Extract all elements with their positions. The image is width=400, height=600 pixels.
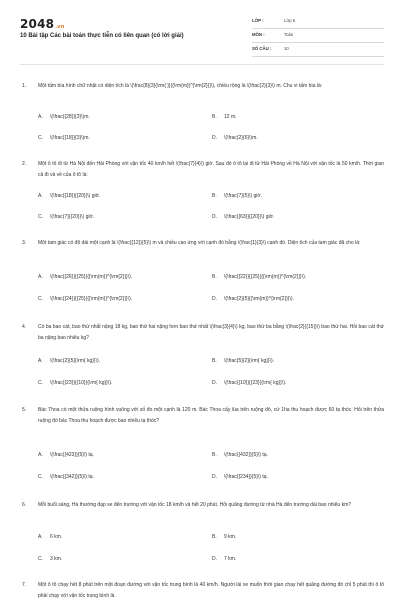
- meta-value: 10: [284, 46, 289, 51]
- option-b[interactable]: [212, 534, 236, 540]
- option-text: 6 km.: [50, 534, 63, 540]
- option-letter: D.: [212, 380, 217, 386]
- option-d[interactable]: [212, 474, 268, 480]
- option-text: \(\frac{{63}}{{20}}\) giờ.: [224, 214, 275, 220]
- option-d[interactable]: [212, 380, 286, 386]
- option-text: \(\frac{2}{5}{\rm{ kg}}\).: [50, 358, 101, 364]
- option-c[interactable]: [38, 214, 94, 220]
- option-text: 12 m.: [224, 114, 237, 120]
- meta-key: SỐ CÂU :: [252, 46, 272, 51]
- option-letter: A.: [38, 452, 43, 458]
- option-letter: D.: [212, 135, 217, 141]
- option-c[interactable]: [38, 135, 90, 141]
- option-letter: D.: [212, 214, 217, 220]
- option-letter: A.: [38, 534, 43, 540]
- option-d[interactable]: [212, 556, 236, 562]
- option-text: \(\frac{{23}}{{10}}{\rm{ kg}}\).: [50, 380, 113, 386]
- option-letter: D.: [212, 296, 217, 302]
- option-b[interactable]: [212, 193, 262, 199]
- option-text: \(\frac{{26}}{{25}}{{\rm{m}}^{\rm{2}}}\).: [50, 274, 133, 280]
- option-c[interactable]: [38, 296, 132, 302]
- option-letter: B.: [212, 114, 217, 120]
- question-text: Một ô tô đi từ Hà Nội đến Hải Phòng với vận tốc 40 km/h hết \(\frac{7}{4}\) giờ. Sau đó ô tô lại đi từ Hải Phòng về Hà Nội với vận tốc là 50 km/h. Thời gian cả đi và về của ô tô là:: [38, 161, 384, 178]
- option-text: \(\frac{7}{{20}}\) giờ.: [50, 214, 95, 220]
- option-a[interactable]: [38, 534, 62, 540]
- option-letter: C.: [38, 474, 43, 480]
- option-letter: B.: [212, 452, 217, 458]
- option-text: \(\frac{{234}}{5}\) tạ.: [224, 474, 268, 480]
- document-title: 10 Bài tập Các bài toán thực tiễn có liên quan (có lời giải): [20, 33, 184, 39]
- logo-sub: .vn: [55, 24, 65, 30]
- option-a[interactable]: [38, 358, 100, 364]
- question-text: Mỗi buổi sáng, Hà thường đạp xe đến trường với vận tốc 18 km/h và hết 20 phút. Hỏi quãng đường từ nhà Hà đến trường dài bao nhiêu km?: [38, 502, 352, 508]
- option-c[interactable]: [38, 474, 94, 480]
- option-text: 3 km.: [50, 556, 63, 562]
- logo-main: 2048: [20, 17, 55, 31]
- meta-value: Lớp 6: [284, 18, 296, 23]
- option-c[interactable]: [38, 556, 62, 562]
- option-d[interactable]: [212, 296, 294, 302]
- question-text: Một tam giác có độ dài một cạnh là \(\frac{{12}}{5}\) m và chiều cao ứng với cạnh đó bằng \(\frac{1}{3}\) cạnh đó. Diện tích của tam giác đã cho là:: [38, 240, 361, 246]
- option-letter: A.: [38, 193, 43, 199]
- option-letter: B.: [212, 193, 217, 199]
- question-number: 7.: [22, 582, 27, 588]
- option-letter: C.: [38, 214, 43, 220]
- option-text: \(\frac{2}{6}\)m.: [224, 135, 258, 141]
- option-letter: B.: [212, 358, 217, 364]
- option-letter: C.: [38, 135, 43, 141]
- option-letter: A.: [38, 114, 43, 120]
- option-a[interactable]: [38, 452, 94, 458]
- option-text: \(\frac{{18}}{{20}}\) giờ.: [50, 193, 101, 199]
- question-text: Bác Thoa có một thửa ruộng hình vuông với số đo một cạnh là 120 m. Bác Thoa cấy lúa trên ruộng đó, cứ 1ha thu hoạch được 60 tạ thóc. Hỏi trên thửa ruộng đó bác Thoa thu hoạch được bao nhiêu tạ thóc?: [38, 407, 384, 424]
- option-text: \(\frac{{28}}{3}\)m.: [50, 114, 90, 120]
- option-letter: C.: [38, 556, 43, 562]
- question-number: 4.: [22, 324, 27, 330]
- option-text: \(\frac{{22}}{{25}}{{\rm{m}}^{\rm{2}}}\).: [224, 274, 307, 280]
- question-text: Một tấm bìa hình chữ nhật có diện tích là \(\frac{8}{3}{\rm{ }}{{\rm{m}}^{\rm{2}}}\), chiều rộng là \(\frac{2}{3}\) m. Chu vi tấm bìa là:: [38, 83, 323, 89]
- option-b[interactable]: [212, 358, 274, 364]
- option-b[interactable]: [212, 452, 268, 458]
- option-text: \(\frac{{423}}{5}\) tạ.: [50, 452, 94, 458]
- option-d[interactable]: [212, 214, 274, 220]
- option-d[interactable]: [212, 135, 258, 141]
- option-letter: D.: [212, 556, 217, 562]
- question-number: 5.: [22, 407, 27, 413]
- option-text: \(\frac{{18}}{3}\)m.: [50, 135, 90, 141]
- meta-value: Toán: [284, 32, 294, 37]
- option-text: 9 km.: [224, 534, 237, 540]
- option-text: 7 km.: [224, 556, 237, 562]
- option-text: \(\frac{{10}}{{23}}{\rm{ kg}}\).: [224, 380, 287, 386]
- question-number: 6.: [22, 502, 27, 508]
- option-b[interactable]: [212, 274, 306, 280]
- meta-key: LỚP :: [252, 18, 264, 23]
- option-letter: C.: [38, 380, 43, 386]
- option-c[interactable]: [38, 380, 112, 386]
- option-letter: C.: [38, 296, 43, 302]
- option-text: \(\frac{{24}}{{25}}{{\rm{m}}^{\rm{2}}}\).: [50, 296, 133, 302]
- question-number: 2.: [22, 161, 27, 167]
- option-letter: B.: [212, 534, 217, 540]
- option-a[interactable]: [38, 274, 132, 280]
- option-letter: A.: [38, 358, 43, 364]
- option-text: \(\frac{{342}}{5}\) tạ.: [50, 474, 94, 480]
- meta-key: MÔN :: [252, 32, 265, 37]
- option-text: \(\frac{2}{5}{{\rm{m}}^{\rm{2}}}\).: [224, 296, 294, 302]
- question-text: Có ba bao cát, bao thứ nhất nặng 18 kg, bao thứ hai nặng hơn bao thứ nhất \(\frac{3}{4}\) kg, bao thứ ba bằng \(\frac{2}{{15}}\) bao thứ hai. Hỏi bao cát thứ ba nặng bao nhiêu kg?: [38, 324, 384, 341]
- question-number: 1.: [22, 83, 27, 89]
- option-a[interactable]: [38, 114, 90, 120]
- option-letter: D.: [212, 474, 217, 480]
- option-text: \(\frac{{432}}{5}\) tạ.: [224, 452, 268, 458]
- option-text: \(\frac{5}{2}{\rm{ kg}}\).: [224, 358, 275, 364]
- option-letter: B.: [212, 274, 217, 280]
- option-b[interactable]: [212, 114, 237, 120]
- option-letter: A.: [38, 274, 43, 280]
- question-7: [0, 580, 400, 600]
- question-text: Một ô tô chạy hết 8 phút trên một đoạn đường với vận tốc trung bình là 40 km/h. Người lái xe muốn thời gian chạy hết quãng đường đó chỉ 5 phút thì ô tô phải chạy với vận tốc trung bình là: [38, 582, 384, 599]
- question-number: 3.: [22, 240, 27, 246]
- option-text: \(\frac{7}{5}\) giờ.: [224, 193, 263, 199]
- option-a[interactable]: [38, 193, 100, 199]
